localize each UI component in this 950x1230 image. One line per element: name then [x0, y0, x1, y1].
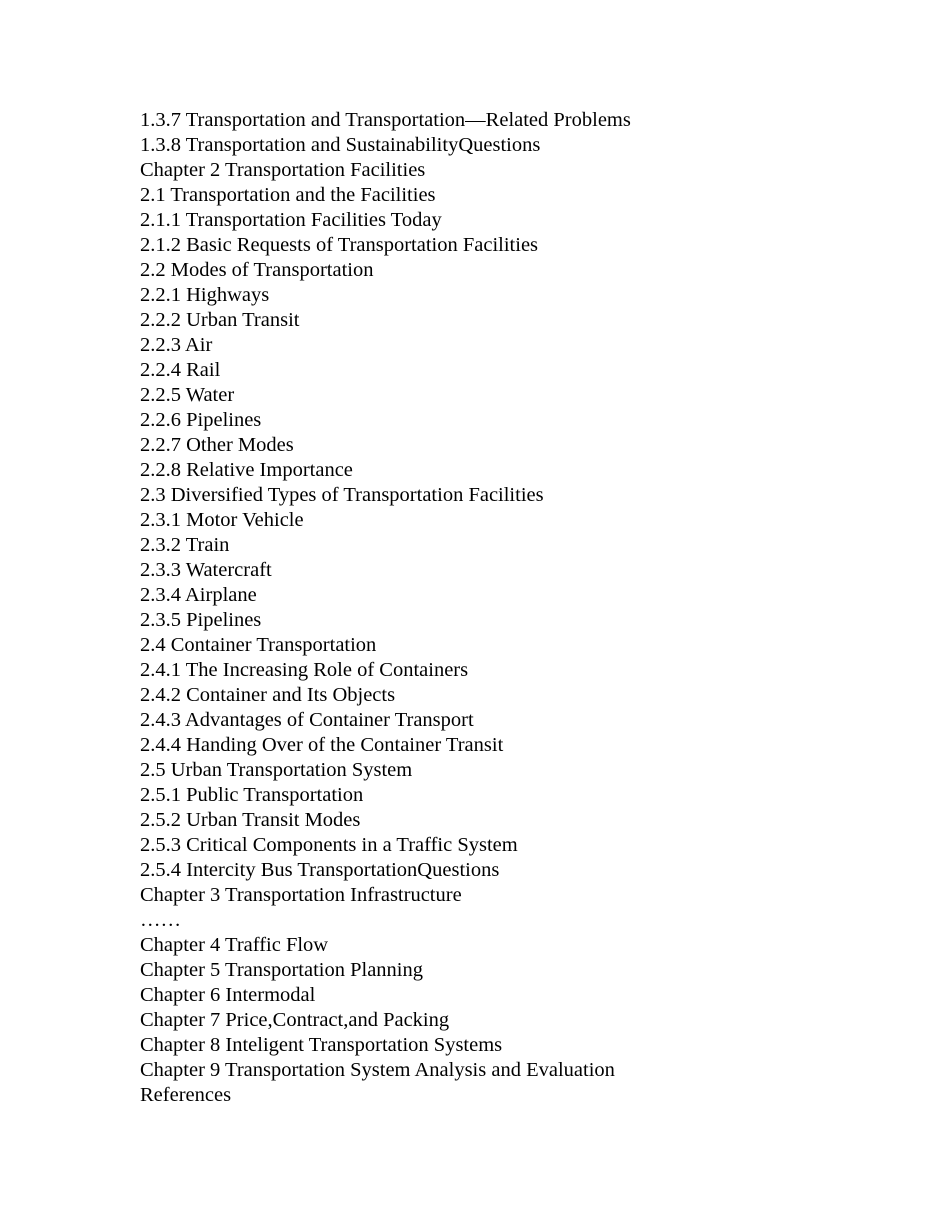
toc-chapter-heading: Chapter 9 Transportation System Analysis and Evaluation — [140, 1059, 615, 1081]
toc-chapter-heading: Chapter 7 Price,Contract,and Packing — [140, 1009, 450, 1031]
toc-line: 2.3.1 Motor Vehicle — [140, 509, 304, 531]
toc-line: 2.5.1 Public Transportation — [140, 784, 364, 806]
toc-line: 2.2.6 Pipelines — [140, 409, 262, 431]
toc-line: 2.2.7 Other Modes — [140, 434, 294, 456]
toc-line: 2.3 Diversified Types of Transportation Facilities — [140, 484, 544, 506]
toc-line: 2.2.5 Water — [140, 384, 235, 406]
table-of-contents — [140, 108, 631, 1108]
toc-chapter-heading: Chapter 5 Transportation Planning — [140, 959, 424, 981]
toc-line: 2.4.2 Container and Its Objects — [140, 684, 396, 706]
toc-line: 2.3.3 Watercraft — [140, 559, 272, 581]
toc-chapter-heading: Chapter 4 Traffic Flow — [140, 934, 329, 956]
toc-line: 1.3.8 Transportation and SustainabilityQuestions — [140, 134, 541, 156]
toc-line: 1.3.7 Transportation and Transportation—Related Problems — [140, 109, 631, 131]
toc-line: 2.2.3 Air — [140, 334, 213, 356]
toc-line: 2.3.2 Train — [140, 534, 230, 556]
toc-chapter-heading: Chapter 8 Inteligent Transportation Systems — [140, 1034, 503, 1056]
toc-line: 2.2 Modes of Transportation — [140, 259, 374, 281]
toc-line: 2.5 Urban Transportation System — [140, 759, 413, 781]
toc-line: 2.2.4 Rail — [140, 359, 221, 381]
toc-references: References — [140, 1084, 232, 1106]
toc-line: 2.3.4 Airplane — [140, 584, 257, 606]
toc-line: 2.4 Container Transportation — [140, 634, 377, 656]
toc-line: 2.1.2 Basic Requests of Transportation Facilities — [140, 234, 539, 256]
toc-line: 2.5.4 Intercity Bus TransportationQuestions — [140, 859, 500, 881]
toc-line: 2.4.1 The Increasing Role of Containers — [140, 659, 469, 681]
toc-line: 2.1 Transportation and the Facilities — [140, 184, 436, 206]
toc-chapter-heading: Chapter 6 Intermodal — [140, 984, 316, 1006]
toc-line: 2.5.2 Urban Transit Modes — [140, 809, 361, 831]
toc-chapter-heading: Chapter 2 Transportation Facilities — [140, 159, 426, 181]
toc-line: 2.2.1 Highways — [140, 284, 270, 306]
toc-ellipsis: …… — [140, 909, 181, 931]
toc-line: 2.3.5 Pipelines — [140, 609, 262, 631]
toc-line: 2.5.3 Critical Components in a Traffic System — [140, 834, 518, 856]
toc-chapter-heading: Chapter 3 Transportation Infrastructure — [140, 884, 462, 906]
toc-line: 2.1.1 Transportation Facilities Today — [140, 209, 442, 231]
toc-line: 2.2.2 Urban Transit — [140, 309, 300, 331]
toc-line: 2.4.3 Advantages of Container Transport — [140, 709, 474, 731]
toc-line: 2.2.8 Relative Importance — [140, 459, 353, 481]
toc-line: 2.4.4 Handing Over of the Container Transit — [140, 734, 504, 756]
